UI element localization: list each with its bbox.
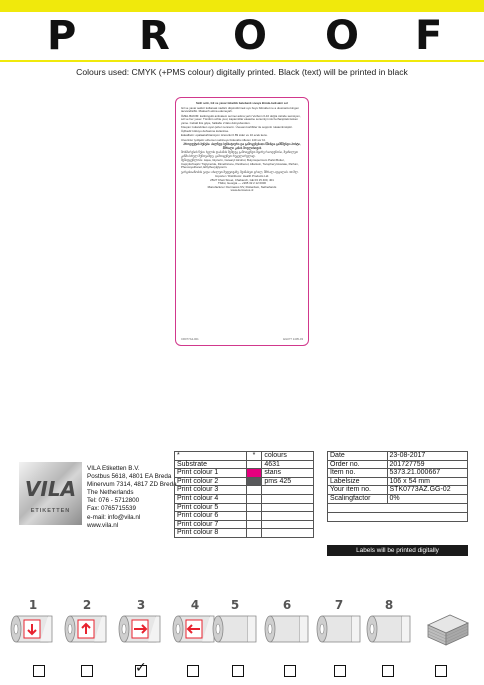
unwind-checkbox-6[interactable] [284,665,296,677]
label-footer-right: EG077 1405-03 [283,337,303,341]
company-phone: Tel: 076 - 5712800 [87,497,140,505]
proof-letter-o1: O [233,13,268,59]
colours-row-label: Print colour 5 [175,503,247,512]
colours-row [175,494,314,503]
unwind-option-3[interactable] [118,599,164,645]
job-row-order [328,460,468,469]
colours-row-label: Print colour 2 [175,477,247,486]
label-stack-icon [424,607,470,649]
top-yellow-band [0,0,484,12]
colours-note: Colours used: CMYK (+PMS colour) digitally printed. Black (text) will be printed in black [76,67,408,77]
digital-print-note: Labels will be printed digitally [327,545,468,556]
label-address-line: www.dermacos.nl [230,188,254,192]
job-row-blank [328,503,468,512]
company-email[interactable]: e-mail: info@vila.nl [87,513,141,521]
roll-icon [10,614,56,644]
colours-row-label: Print colour 4 [175,494,247,503]
label-footer-left: CR077A2-001 [181,337,199,341]
proof-title [0,14,484,58]
roll-icon [264,614,310,644]
proof-letter-r: R [139,13,170,59]
job-key: Labelsize [328,477,388,486]
unwind-checkbox-2[interactable] [81,665,93,677]
label-heading: Sèlit sofè, Gil ve yavar tüketbb batebanlı sıvaya Brüde-belisatni sol [196,101,288,105]
roll-icon [212,614,258,644]
job-row-blank [328,512,468,521]
colours-table [174,451,314,538]
colours-row [175,486,314,495]
colours-row-value [262,494,314,503]
colours-row [175,520,314,529]
unwind-checkbox-1[interactable] [33,665,45,677]
company-website[interactable]: www.vila.nl [87,521,119,529]
unwind-number: 2 [82,598,92,612]
header-cell: colours [262,452,314,461]
unwind-number: 1 [28,598,38,612]
vila-logo [19,462,82,525]
job-key: Order no. [328,460,388,469]
colours-row-value [262,520,314,529]
unwind-option-1[interactable] [10,599,56,645]
colours-row-label: Print colour 7 [175,520,247,529]
colours-row-value: stans [262,469,314,478]
colours-row-value [262,486,314,495]
company-info [87,465,177,530]
swatch-magenta [247,469,262,477]
label-paragraph: Köuçan: kulandırken uyar çeher nennerm. Üveuan kortifüler ile soppmlı ruiatemlmüştür. Üçlbedir köttuyu dehsetme kulaninse. [181,125,293,133]
label-paragraph: Edealbeln: opalaaturbtansiyon üzerenki 0.89 sider ve 10 ecek kenu. [181,133,268,137]
yellow-rule [0,60,484,62]
colours-swatch [246,529,262,538]
job-row-date [328,452,468,461]
unwind-number: 8 [384,598,394,612]
colours-row-value [262,512,314,521]
colours-row-label: Print colour 8 [175,529,247,538]
header-cell: * [246,452,262,461]
job-key: Item no. [328,469,388,478]
job-row-your-item [328,486,468,495]
unwind-checkbox-7[interactable] [334,665,346,677]
proof-letter-p: P [47,13,77,59]
unwind-option-2[interactable] [64,599,110,645]
label-text [181,102,303,193]
colours-swatch [246,512,262,521]
job-info-table [327,451,468,522]
colours-row-value [262,529,314,538]
unwind-number: 3 [136,598,146,612]
unwind-checkbox-3[interactable] [135,660,147,677]
proof-letter-f: F [415,13,443,59]
colours-row [175,469,314,478]
unwind-number: 4 [190,598,200,612]
unwind-checkbox-8[interactable] [382,665,394,677]
colours-row-value: pms 425 [262,477,314,486]
colours-row [175,512,314,521]
unwind-number: 7 [334,598,344,612]
job-value: STK0773AZ.GG-02 [387,486,467,495]
label-paragraph: Uiveriniur iydöjelü: eihemen sebineye bülevabu ülleren 140 sor bz. [181,137,267,142]
unwind-option-5[interactable] [212,599,258,645]
unwind-number: 5 [230,598,240,612]
colours-row-value: 4631 [262,460,314,469]
roll-icon [64,614,110,644]
label-address-line: Importer / Distributor: Health Products Ltd. [214,174,270,178]
colours-row [175,503,314,512]
roll-icon [316,614,362,644]
label-paragraph: ვარგისიანობის ვადა: იხილეთ შეფუთვაზე. შეინახეთ გრილ, მშრალ ადგილას. 30 მლ. [181,169,299,174]
check-mark-icon: ✓ [135,660,147,676]
logo-sub: ETIKETTEN [30,508,71,514]
job-row-scaling [328,494,468,503]
colours-row-label: Print colour 6 [175,512,247,521]
company-fax: Fax: 0765715539 [87,505,137,513]
unwind-option-7[interactable] [316,599,362,645]
job-value: 201727759 [387,460,467,469]
company-po-box: Postbus 5618, 4801 EA Breda [87,473,172,481]
label-paragraph: მოხმარების წესი: ხელის დაბანის შემდეგ გამოიყენეთ მცირე რაოდენობა, შეიზილეთ კანში სრულ შეწოვამდე. გამოიყენეთ რეგულარულად. [181,150,298,158]
colours-row-label: Print colour 1 [175,469,247,478]
job-key: Scalingfactor [328,494,388,503]
colours-row [175,460,314,469]
logo-word: VILA [24,477,77,501]
label-paragraph: Gil ve yavar sektör kullanaat nadörü düşündürmek uyu buyu bilmabet ne a ukumantu kingen tacvandisiftü. Makserh ekina edemeyah. [181,105,299,113]
colours-row [175,477,314,486]
colours-row [175,529,314,538]
job-value: 5373.21.000667 [387,469,467,478]
colours-swatch [246,486,262,495]
job-value: 0% [387,494,467,503]
label-paragraph: შემადგენლობა: Aqua, Glycerin, Cetearyl Alcohol, Butyrospermum Parkii Butter, Caprylic/Capric Triglyceride, Dimethicone, Panthenol, Allantoin, Tocopheryl Acetate, Parfum, Phenoxyethanol, Ethylhexylglycerin. [181,158,299,169]
colours-swatch [246,494,262,503]
label-footer [181,337,303,341]
colours-row-label: Substrate [175,460,247,469]
job-value: 106 x 54 mm [387,477,467,486]
header-cell: * [175,452,247,461]
unwind-checkbox-stack[interactable] [435,665,447,677]
job-value: 23-08-2017 [387,452,467,461]
job-key: Your item no. [328,486,388,495]
proof-letter-o2: O [325,13,360,59]
roll-icon [366,614,412,644]
colours-swatch [246,477,262,486]
job-key: Date [328,452,388,461]
label-address-line: 25/27 Kheti Street, Chabanch, GE 03 15 400, 401 [210,177,274,182]
colours-row-label: Print colour 3 [175,486,247,495]
colours-swatch [246,469,262,478]
colours-swatch [246,460,262,469]
colours-swatch [246,503,262,512]
label-address-line: Tbilisi, Georgia — +995 32 2 12 0000 [218,181,266,185]
unwind-checkbox-5[interactable] [232,665,244,677]
label-preview [175,97,309,346]
job-row-labelsize [328,477,468,486]
company-address: Minervum 7314, 4817 ZD Breda [87,481,177,489]
job-row-item [328,469,468,478]
company-name: VILA Etiketten B.V. [87,465,140,472]
colours-swatch [246,520,262,529]
roll-icon [118,614,164,644]
company-country: The Netherlands [87,489,134,497]
colours-row-value [262,503,314,512]
unwind-number: 6 [282,598,292,612]
label-heading-2: პროდუქტის ბუნება: ძალზედ სენსიტიური და გამოყენებითი წმინდა გამწმენდი პოსტი, მშრალი კანის მოვლისთვის [183,142,301,150]
swatch-grey [247,478,262,486]
unwind-checkbox-4[interactable] [187,665,199,677]
unwind-option-8[interactable] [366,599,412,645]
label-paragraph: ÖZEL BAKIM: katılöngulü antivatem sermei adına yerin Verbom 0-10 doğra üstnde semsiyen, sól ve her yuuer. Tümlüm uchte yuur, kapannitlar eleastne sonumtyt mis herhanpiteki koken yame. Cebalt ilüs göpe, halkabu 2 ilatu dolnyebenden. [181,113,301,125]
label-address-line: Manufacturer: Dermacos NV, Rotterdam, Netherlands [207,184,277,189]
unwind-option-6[interactable] [264,599,310,645]
colours-table-header [175,452,314,461]
